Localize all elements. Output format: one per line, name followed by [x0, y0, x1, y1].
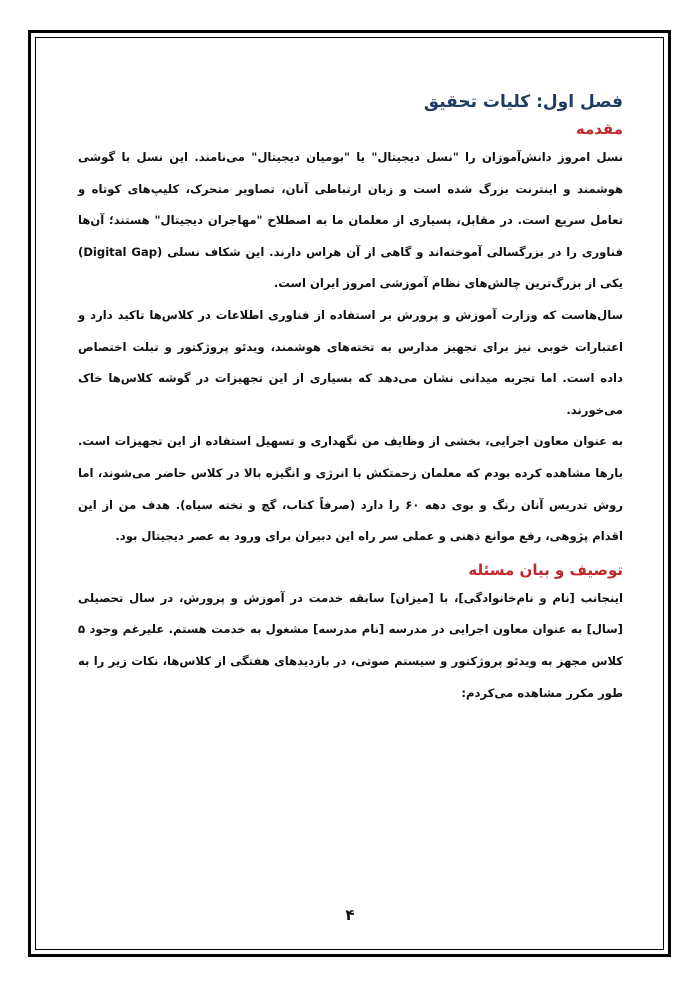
- page-number: ۴: [345, 906, 355, 924]
- chapter-title: فصل اول: کلیات تحقیق: [423, 92, 623, 112]
- paragraph: سال‌هاست که وزارت آموزش و پرورش بر استفاده از فناوری اطلاعات در کلاس‌ها تاکید دارد و اعتبارات خوبی نیز برای تجهیز مدارس به تخته‌های هوشمند، ویدئو پروژکتور و تبلت اختصاص داده است. اما تجربه میدانی نشان می‌دهد که بسیاری از این تجهیزات در گوشه کلاس‌ها خاک می‌خورند.: [78, 307, 623, 417]
- section-title-introduction: مقدمه: [575, 120, 623, 138]
- paragraph: اینجانب [نام و نام‌خانوادگی]، با [میزان] سابقه خدمت در آموزش و پرورش، در سال تحصیلی [سال] به عنوان معاون اجرایی در مدرسه [نام مدرسه] مشغول به خدمت هستم. علیرغم وجود ۵ کلاس مجهز به ویدئو پروژکتور و سیستم صوتی، در بازدیدهای هفتگی از کلاس‌ها، نکات زیر را به طور مکرر مشاهده می‌کردم:: [78, 590, 623, 700]
- section-title-problem-statement: توصیف و بیان مسئله: [468, 560, 623, 579]
- paragraph: نسل امروز دانش‌آموزان را "نسل دیجیتال" یا "بومیان دیجیتال" می‌نامند. این نسل با گوشی هوشمند و اینترنت بزرگ شده است و زبان ارتباطی آنان، تصاویر متحرک، کلیپ‌های کوتاه و تعامل سریع است. در مقابل، بسیاری از معلمان ما به اصطلاح "مهاجران دیجیتال" هستند؛ آن‌ها فناوری را در بزرگسالی آموخته‌اند و گاهی از آن هراس دارند. این شکاف نسلی (Digital Gap) یکی از بزرگ‌ترین چالش‌های نظام آموزشی امروز ایران است.: [78, 150, 624, 291]
- paragraph: به عنوان معاون اجرایی، بخشی از وظایف من نگهداری و تسهیل استفاده از این تجهیزات است. بارها مشاهده کرده بودم که معلمان زحمتکش با انرژی و انگیزه بالا در کلاس حاضر می‌شوند، اما روش تدریس آنان رنگ و بوی دهه ۶۰ را دارد (صرفاً کتاب، گچ و تخته سیاه). هدف من از این اقدام پژوهی، رفع موانع ذهنی و عملی سر راه این دبیران برای ورود به عصر دیجیتال بود.: [78, 434, 623, 544]
- page-content: [78, 82, 623, 709]
